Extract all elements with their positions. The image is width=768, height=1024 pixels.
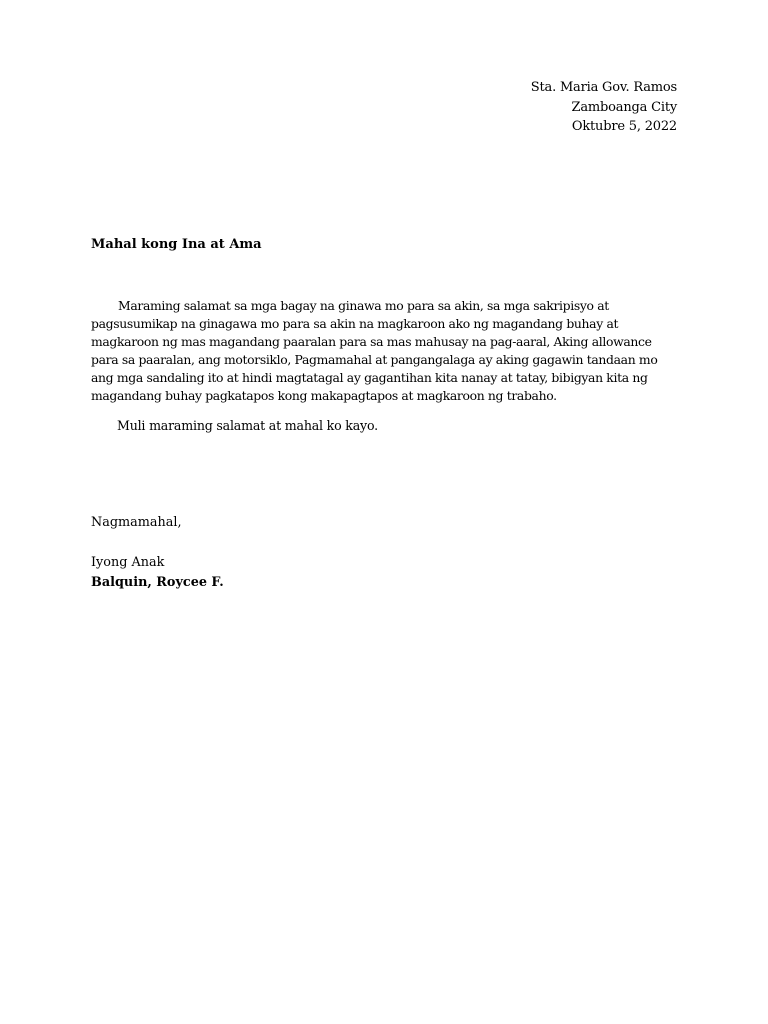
letter-date: Oktubre 5, 2022	[571, 119, 677, 134]
body-line: magkaroon ng mas magandang paaralan para sa mas mahusay na pag-aaral, Aking allowance	[91, 334, 652, 349]
closing-phrase: Nagmamahal,	[91, 515, 182, 530]
sender-name: Balquin, Roycee F.	[91, 575, 224, 590]
thanks-paragraph: Muli maraming salamat at mahal ko kayo.	[117, 418, 378, 433]
body-line: magandang buhay pagkatapos kong makapagtapos at magkaroon ng trabaho.	[91, 388, 557, 403]
body-line: para sa paaralan, ang motorsiklo, Pagmamahal at pangangalaga ay aking gagawin tandaan mo	[91, 352, 658, 367]
body-line: ang mga sandaling ito at hindi magtatagal ay gagantihan kita nanay at tatay, bibigyan kita ng	[91, 370, 648, 385]
body-line: Maraming salamat sa mga bagay na ginawa mo para sa akin, sa mga sakripisyo at	[118, 298, 609, 313]
address-line-street: Sta. Maria Gov. Ramos	[530, 80, 677, 95]
salutation: Mahal kong Ina at Ama	[91, 237, 262, 252]
body-line: pagsusumikap na ginagawa mo para sa akin na magkaroon ako ng magandang buhay at	[91, 316, 619, 331]
sender-address-block	[531, 78, 677, 137]
address-line-city: Zamboanga City	[571, 99, 677, 115]
sender-relation: Iyong Anak	[91, 555, 165, 570]
body-paragraph	[91, 297, 677, 405]
